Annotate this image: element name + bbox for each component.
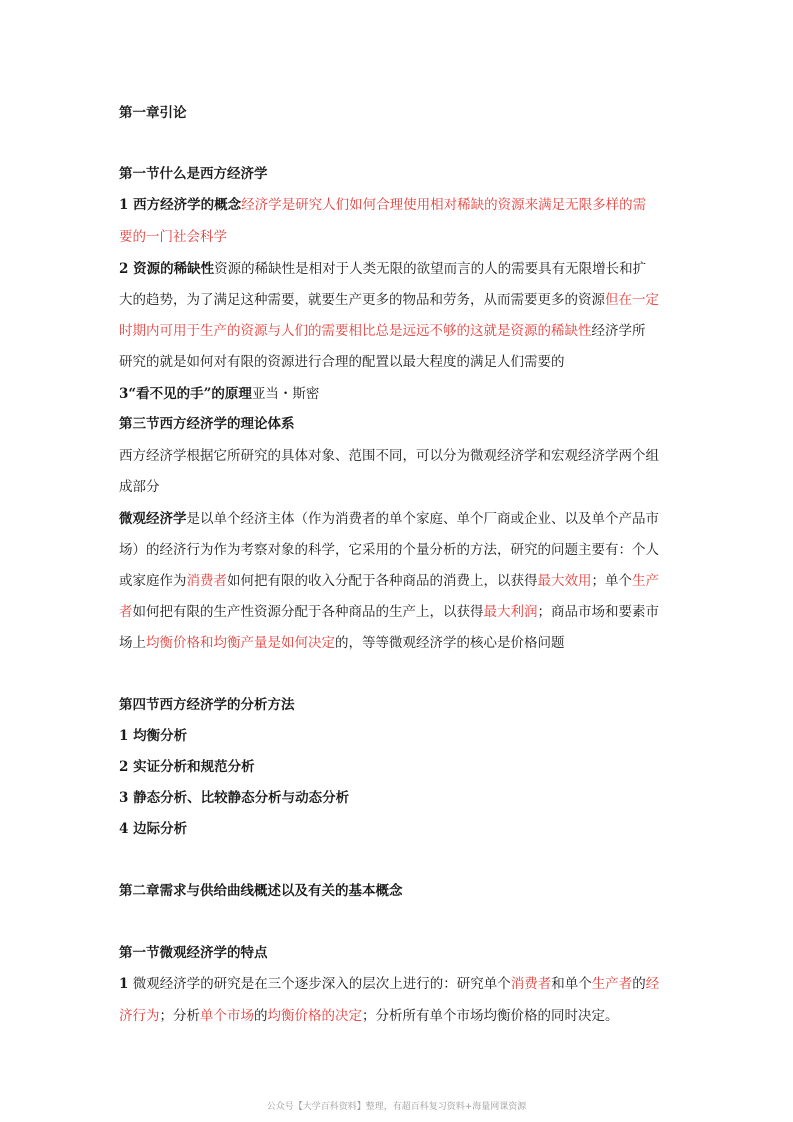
micro-term: 微观经济学 (119, 511, 187, 527)
chapter1-title: 第一章引论 (119, 105, 187, 121)
feature-highlight: 消费者 (510, 976, 552, 992)
feature-highlight: 济行为 (119, 1008, 160, 1024)
concept-definition: 经济学是研究人们如何合理使用相对稀缺的资源来满足无限多样的需 (241, 197, 647, 213)
feature-highlight: 经 (645, 976, 660, 992)
scarcity-line-3 (119, 322, 679, 340)
feature-text: ；分析所有单个市场均衡价格的同时决定。 (362, 1008, 619, 1024)
scarcity-line-2 (119, 291, 679, 309)
micro-highlight: 生产 (632, 573, 659, 589)
micro-text: ；单个 (591, 573, 632, 589)
feature-highlight: 单个市场 (200, 1008, 254, 1024)
feature-highlight: 均衡价格的决定 (267, 1008, 362, 1024)
micro-highlight: 者 (119, 604, 133, 620)
feature-line-1 (119, 975, 679, 993)
feature-text: 和单个 (551, 976, 592, 992)
feature-text: ；分析 (159, 1008, 200, 1024)
concept-line-2: 要的一门社会科学 (119, 229, 227, 245)
item-number: 3 (119, 386, 129, 402)
micro-text: 如何把有限的收入分配于各种商品的消费上，以获得 (227, 573, 538, 589)
feature-text: 的 (632, 976, 646, 992)
feature-highlight: 生产者 (591, 976, 633, 992)
micro-highlight: 消费者 (186, 573, 227, 589)
micro-text: 如何把有限的生产性资源分配于各种商品的生产上，以获得 (132, 604, 484, 620)
feature-text: 微观经济学的研究是在三个逐步深入的层次上进行的：研究单个 (128, 976, 511, 992)
invisible-hand-text: 亚当・斯密 (251, 386, 320, 402)
section3-heading: 第三节西方经济学的理论体系 (119, 416, 295, 432)
feature-text: 的 (254, 1008, 268, 1024)
micro-text: ；商品市场和要素市 (537, 604, 659, 620)
scarcity-highlight: 但在一定 (605, 292, 659, 308)
invisible-hand-line (119, 385, 679, 403)
chapter2-title: 第二章需求与供给曲线概述以及有关的基本概念 (119, 883, 403, 899)
invisible-hand-term: “看不见的手”的原理 (128, 386, 252, 402)
micro-line-3 (119, 572, 679, 590)
section1-heading: 第一节什么是西方经济学 (119, 166, 268, 182)
scarcity-highlight: 时期内可用于生产的资源与人们的需要相比总是远远不够的这就是资源的稀缺性 (119, 323, 592, 339)
micro-highlight: 最大利润 (483, 604, 538, 620)
method-item-4: 4 边际分析 (119, 821, 188, 837)
footer-watermark: 公众号【大学百科资料】整理，有超百科复习资料+海量网课资源 (266, 1102, 527, 1112)
micro-line-4 (119, 603, 679, 621)
scarcity-text: 大的趋势，为了满足这种需要，就要生产更多的物品和劳务，从而需要更多的资源 (119, 292, 605, 308)
item-number: 1 (119, 197, 134, 213)
micro-highlight: 最大效用 (537, 573, 592, 589)
concept-term: 西方经济学的概念 (133, 197, 242, 213)
micro-text: 的，等等微观经济学的核心是价格问题 (335, 635, 565, 651)
micro-text: 场上 (119, 635, 146, 651)
feature-line-2 (119, 1007, 679, 1025)
method-item-1: 1 均衡分析 (119, 728, 188, 744)
scarcity-text: 资源的稀缺性是相对于人类无限的欲望而言的人的需要具有无限增长和扩 (214, 261, 647, 277)
theory-intro-line-1: 西方经济学根据它所研究的具体对象、范围不同，可以分为微观经济学和宏观经济学两个组 (119, 448, 659, 464)
method-item-3: 3 静态分析、比较静态分析与动态分析 (119, 790, 350, 806)
micro-line-2: 场）的经济行为作为考察对象的科学，它采用的个量分析的方法，研究的问题主要有：个人 (119, 542, 659, 558)
c2-section1-heading: 第一节微观经济学的特点 (119, 945, 268, 961)
theory-intro-line-2: 成部分 (119, 479, 160, 495)
concept-line-1 (119, 196, 679, 214)
micro-text: 或家庭作为 (119, 573, 187, 589)
scarcity-text: 经济学所 (591, 323, 646, 339)
micro-line-5 (119, 634, 679, 652)
item-number: 2 (119, 261, 134, 277)
scarcity-line-1 (119, 260, 679, 278)
scarcity-line-4: 研究的就是如何对有限的资源进行合理的配置以最大程度的满足人们需要的 (119, 354, 565, 370)
micro-text: 是以单个经济主体（作为消费者的单个家庭、单个厂商或企业、以及单个产品市 (186, 511, 659, 527)
scarcity-term: 资源的稀缺性 (133, 261, 215, 277)
method-item-2: 2 实证分析和规范分析 (119, 759, 255, 775)
micro-line-1 (119, 510, 679, 528)
item-number: 1 (119, 976, 129, 992)
micro-highlight: 均衡价格和均衡产量是如何决定 (146, 635, 335, 651)
section4-heading: 第四节西方经济学的分析方法 (119, 697, 295, 713)
